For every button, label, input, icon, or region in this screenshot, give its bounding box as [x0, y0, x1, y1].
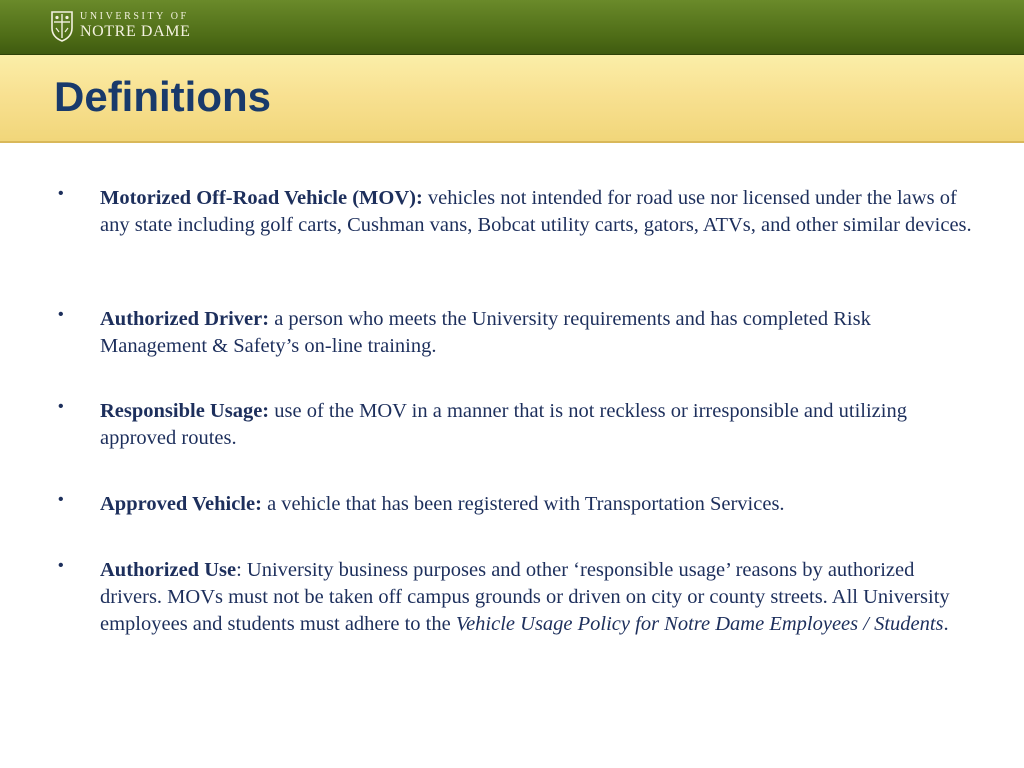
bullet-icon: • — [58, 491, 64, 508]
bullet-icon: • — [58, 557, 64, 574]
definition-end: . — [943, 613, 949, 635]
page-title: Definitions — [54, 73, 271, 120]
bullet-icon: • — [58, 185, 64, 202]
definition-term: Authorized Driver: — [100, 308, 270, 330]
university-logo — [50, 8, 190, 44]
definition-term: Motorized Off-Road Vehicle (MOV): — [100, 187, 423, 209]
bullet-icon: • — [58, 398, 64, 415]
logo-line-1: UNIVERSITY OF — [80, 11, 189, 22]
definition-body: a vehicle that has been registered with Transportation Services. — [261, 493, 785, 515]
definition-text — [100, 491, 980, 518]
logo-line-2: NOTRE DAME — [80, 23, 191, 40]
definition-term: Authorized Use — [100, 559, 237, 581]
definition-text — [100, 557, 980, 638]
definition-body: : University business purposes and other ‘responsible usage’ reasons by authorized drivers. MOVs must not be taken off campus grounds or driven on city or county streets. All University employees and students must adhere to the — [100, 559, 950, 635]
bullet-icon: • — [58, 306, 64, 323]
definition-text — [100, 398, 980, 452]
definition-text — [100, 185, 980, 239]
definition-body: vehicles not intended for road use nor licensed under the laws of any state including golf carts, Cushman vans, Bobcat utility carts, gators, ATVs, and other similar devices. — [100, 187, 972, 236]
shield-icon — [50, 10, 74, 42]
definition-body: use of the MOV in a manner that is not reckless or irresponsible and utilizing approved routes. — [100, 400, 907, 449]
policy-title: Vehicle Usage Policy for Notre Dame Employees / Students — [455, 613, 944, 635]
definition-text — [100, 306, 980, 360]
definition-term: Approved Vehicle: — [100, 493, 262, 515]
definition-term: Responsible Usage: — [100, 400, 270, 422]
title-bar — [0, 55, 1024, 143]
top-banner — [0, 0, 1024, 55]
definition-body: a person who meets the University requirements and has completed Risk Management & Safety’s on-line training. — [100, 308, 871, 357]
